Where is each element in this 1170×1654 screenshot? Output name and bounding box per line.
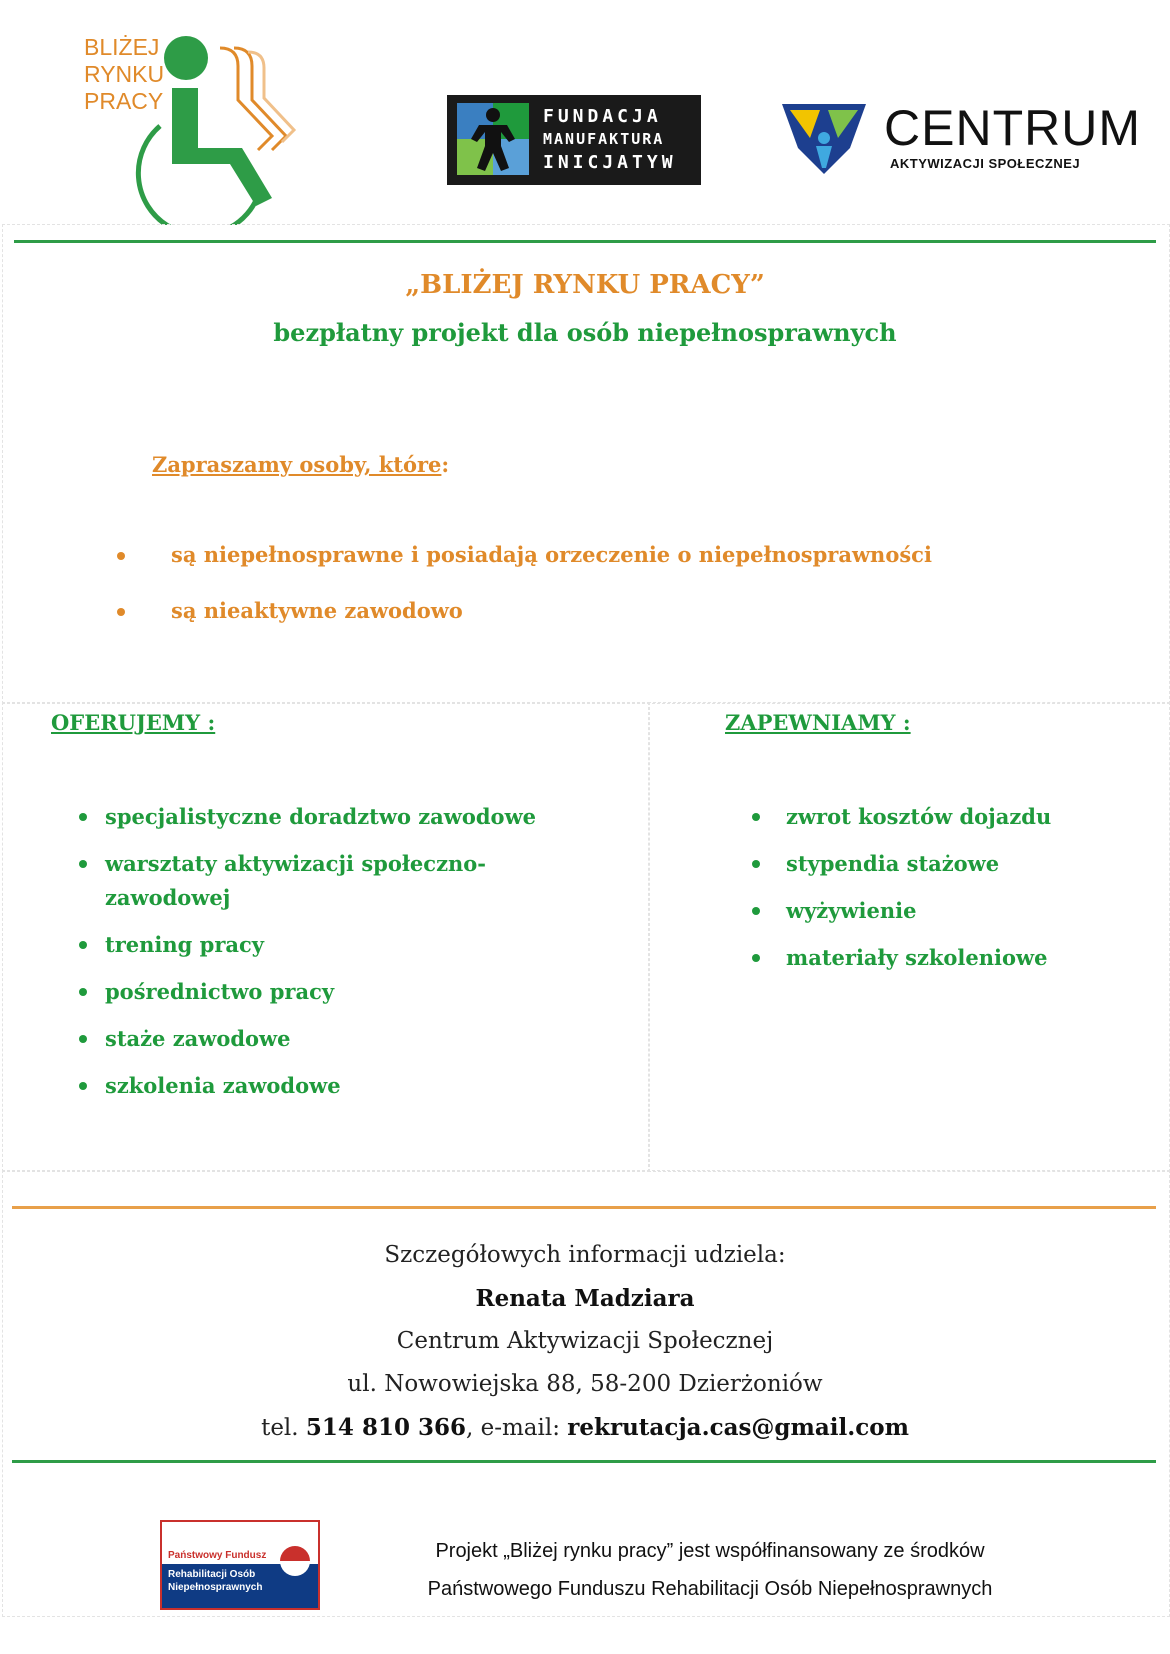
puzzle-figure-icon xyxy=(457,103,529,175)
list-item: trening pracy xyxy=(79,928,619,962)
pfron-logo: Państwowy Fundusz Rehabilitacji Osób Niepełnosprawnych xyxy=(160,1520,320,1610)
contact-email[interactable]: rekrutacja.cas@gmail.com xyxy=(567,1414,909,1441)
list-item: są nieaktywne zawodowo xyxy=(117,596,932,652)
funding-note: Projekt „Bliżej rynku pracy” jest współfinansowany ze środków Państwowego Funduszu Rehabilitacji Osób Niepełnosprawnych xyxy=(427,1540,993,1600)
contact-intro: Szczegółowych informacji udziela: xyxy=(384,1242,786,1268)
centrum-logo-title: CENTRUM xyxy=(884,100,1141,156)
contact-person: Renata Madziara xyxy=(475,1285,695,1312)
contact-address: ul. Nowowiejska 88, 58-200 Dzierżoniów xyxy=(347,1371,823,1397)
project-title: „BLIŻEJ RYNKU PRACY” xyxy=(405,270,765,300)
list-item: warsztaty aktywizacji społeczno-zawodowej xyxy=(79,847,535,915)
wheelchair-icon xyxy=(120,30,300,225)
contact-divider xyxy=(12,1206,1156,1209)
provide-title: ZAPEWNIAMY : xyxy=(725,710,911,735)
centrum-logo-subtitle: AKTYWIZACJI SPOŁECZNEJ xyxy=(890,156,1081,171)
list-item: staże zawodowe xyxy=(79,1022,619,1056)
contact-block xyxy=(0,1234,1170,1449)
invite-heading: Zapraszamy osoby, które: xyxy=(152,452,450,477)
invite-list xyxy=(117,540,932,652)
offer-list xyxy=(79,800,619,1116)
centrum-emblem-icon xyxy=(780,100,868,176)
fundacja-manufaktura-inicjatyw-logo xyxy=(447,95,701,185)
list-item: są niepełnosprawne i posiadają orzeczenie o niepełnosprawności xyxy=(117,540,932,596)
list-item: materiały szkoleniowe xyxy=(752,941,1132,975)
provide-list xyxy=(752,800,1132,988)
pfron-emblem-icon xyxy=(280,1546,310,1576)
list-item: zwrot kosztów dojazdu xyxy=(752,800,1132,834)
contact-line: tel. 514 810 366, e-mail: rekrutacja.cas@gmail.com xyxy=(261,1414,909,1441)
contact-phone[interactable]: 514 810 366 xyxy=(305,1414,466,1441)
footer-divider xyxy=(12,1460,1156,1463)
list-item: specjalistyczne doradztwo zawodowe xyxy=(79,800,619,834)
list-item: pośrednictwo pracy xyxy=(79,975,619,1009)
top-divider xyxy=(14,240,1156,243)
list-item: stypendia stażowe xyxy=(752,847,1132,881)
contact-org: Centrum Aktywizacji Społecznej xyxy=(396,1328,774,1354)
fundacja-logo-text: FUNDACJA MANUFAKTURA INICJATYW xyxy=(543,106,677,173)
offer-title: OFERUJEMY : xyxy=(51,710,216,735)
project-subtitle: bezpłatny projekt dla osób niepełnosprawnych xyxy=(273,318,897,347)
blizej-logo-text: BLIŻEJ RYNKU PRACY xyxy=(84,34,165,114)
list-item: wyżywienie xyxy=(752,894,1132,928)
list-item: szkolenia zawodowe xyxy=(79,1069,619,1103)
